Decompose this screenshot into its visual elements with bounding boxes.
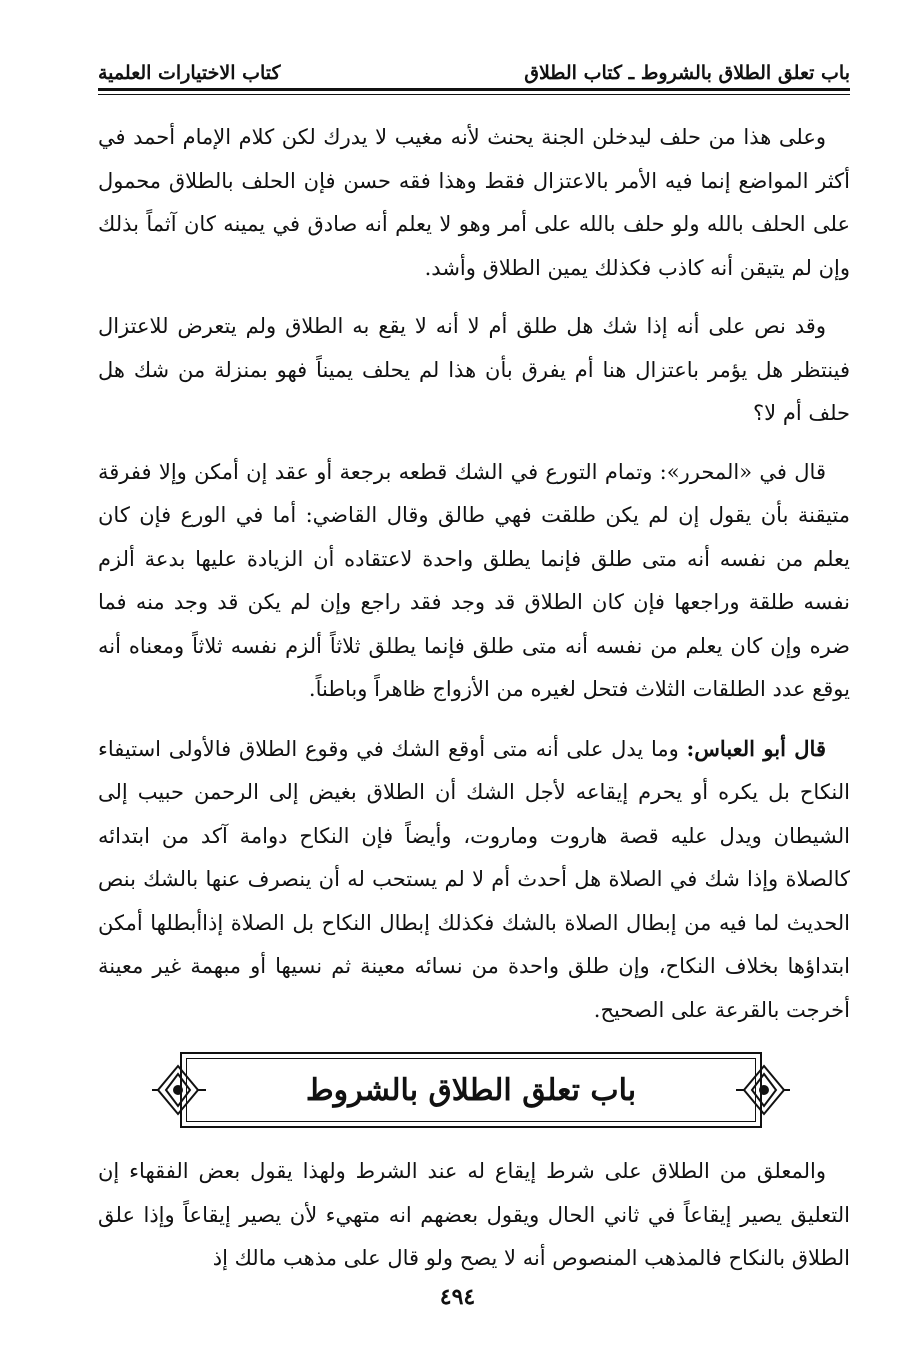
header-rule-thick — [98, 88, 850, 91]
header-book-title: كتاب الاختيارات العلمية — [98, 62, 281, 84]
paragraph-5-text: والمعلق من الطلاق على شرط إيقاع له عند الشرط ولهذا يقول بعض الفقهاء إن التعليق يصير إيقاعاً في ثاني الحال ويقول بعضهم انه متهيء لأن يصير إيقاعاً وإذا علق الطلاق بالنكاح فالمذهب المنصوص أنه لا يصح ولو قال على مذهب مالك إذ — [98, 1159, 850, 1270]
paragraph-4 — [98, 727, 850, 1033]
paragraph-4-text: وما يدل على أنه متى أوقع الشك في وقوع الطلاق فالأولى استيفاء النكاح بل يكره أو يحرم إيقاعه لأجل الشك أن الطلاق بغيض إلى الرحمن حبيب إلى الشيطان ويدل عليه قصة هاروت وماروت، وأيضاً فإن النكاح دوامة آكد من ابتدائه كالصلاة وإذا شك في الصلاة هل أحدث أم لا لم يستحب له أن ينصرف عنها بالشك بنص الحديث لما فيه من إبطال الصلاة بالشك فكذلك إبطال النكاح بل الصلاة إذاأبطلها أمكن ابتداؤها بخلاف النكاح، وإن طلق واحدة من نسائه معينة ثم نسيها أو مبهمة غير معينة أخرجت بالقرعة على الصحيح. — [98, 736, 850, 1022]
paragraph-3-text: قال في «المحرر»: وتمام التورع في الشك قطعه برجعة أو عقد إن أمكن وإلا ففرقة متيقنة بأن يقول إن لم يكن طلقت فهي طالق وقال القاضي: أما في الورع فإن كان يعلم من نفسه أنه متى طلق فإنما يطلق واحدة لاعتقاده أن الزيادة عليها بدعة ألزم نفسه طلقة وراجعها فإن كان الطلاق قد وجد فقد راجع وإن لم يكن قد وجد منه فما ضره وإن كان يعلم من نفسه أنه متى طلق فإنما يطلق ثلاثاً ألزم نفسه ثلاثاً ومعناه أنه يوقع عدد الطلقات الثلاث فتحل لغيره من الأزواج ظاهراً وباطناً. — [98, 459, 850, 701]
header-chapter-title: باب تعلق الطلاق بالشروط ـ كتاب الطلاق — [524, 62, 850, 84]
main-text — [98, 116, 850, 1047]
running-header — [98, 50, 850, 84]
paragraph-1-text: وعلى هذا من حلف ليدخلن الجنة يحنث لأنه مغيب لا يدرك لكن كلام الإمام أحمد في أكثر المواضع إنما فيه الأمر بالاعتزال فقط وهذا فقه حسن فإن الحلف بالطلاق محمول على الحلف بالله ولو حلف بالله على أمر وهو لا يعلم أنه صادق في يمينه كان آثماً بذلك وإن لم يتيقن أنه كاذب فكذلك يمين الطلاق وأشد. — [98, 125, 850, 280]
paragraph-5 — [98, 1150, 850, 1281]
chapter-title: باب تعلق الطلاق بالشروط — [305, 1072, 637, 1108]
paragraph-3 — [98, 451, 850, 712]
paragraph-1 — [98, 116, 850, 290]
page-number: ٤٩٤ — [439, 1284, 476, 1310]
chapter-text — [98, 1150, 850, 1281]
header-rule-thin — [98, 94, 850, 95]
chapter-heading-frame — [150, 1052, 792, 1128]
ornament-left-icon — [150, 1062, 206, 1118]
paragraph-4-speaker: قال أبو العباس: — [686, 735, 826, 761]
ornament-right-icon — [736, 1062, 792, 1118]
paragraph-2 — [98, 305, 850, 436]
paragraph-2-text: وقد نص على أنه إذا شك هل طلق أم لا أنه لا يقع به الطلاق ولم يتعرض للاعتزال فينتظر هل يؤمر باعتزال هنا أم يفرق بأن هذا لم يحلف يميناً فهو بمنزلة من شك هل حلف أم لا؟ — [98, 314, 850, 425]
